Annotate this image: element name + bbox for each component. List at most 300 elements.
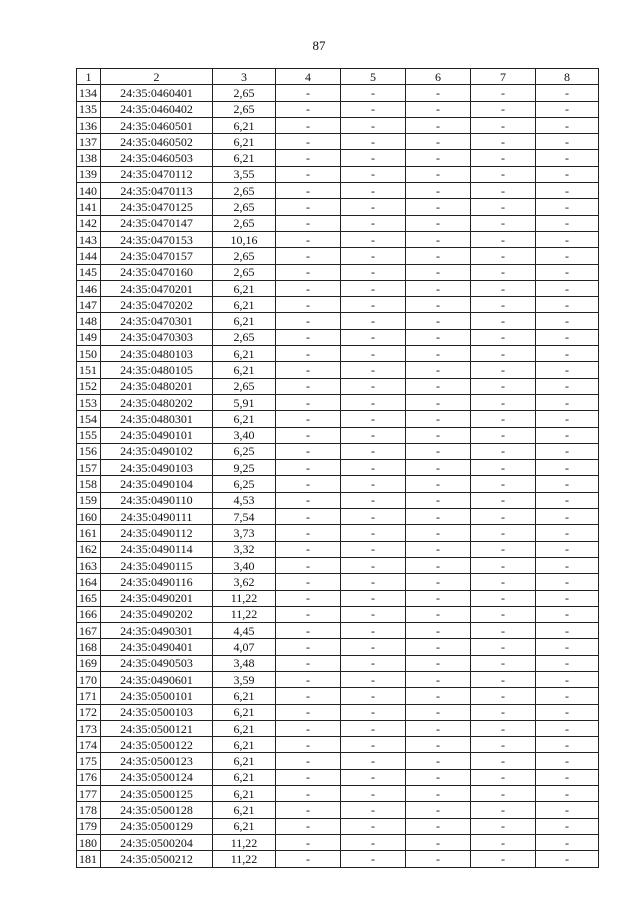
table-cell: -: [341, 590, 406, 606]
table-cell: -: [471, 280, 536, 296]
table-cell: -: [536, 248, 599, 264]
column-header: 6: [406, 69, 471, 85]
table-row: [77, 606, 599, 622]
table-cell: -: [276, 476, 341, 492]
table-row: [77, 231, 599, 247]
table-row: [77, 85, 599, 101]
table-cell: 155: [77, 427, 101, 443]
table-cell: -: [536, 280, 599, 296]
table-cell: -: [406, 720, 471, 736]
table-cell: 171: [77, 688, 101, 704]
table-cell: -: [276, 427, 341, 443]
table-cell: 3,40: [213, 427, 276, 443]
table-row: [77, 541, 599, 557]
table-cell: 24:35:0500212: [101, 851, 213, 867]
table-row: [77, 623, 599, 639]
table-cell: -: [406, 525, 471, 541]
table-cell: 153: [77, 394, 101, 410]
table-cell: -: [471, 101, 536, 117]
table-cell: -: [341, 313, 406, 329]
table-cell: -: [341, 346, 406, 362]
table-cell: 3,40: [213, 557, 276, 573]
table-cell: 24:35:0490503: [101, 655, 213, 671]
table-cell: -: [471, 818, 536, 834]
table-cell: -: [471, 117, 536, 133]
table-cell: 9,25: [213, 460, 276, 476]
table-cell: 10,16: [213, 231, 276, 247]
table-cell: 156: [77, 443, 101, 459]
table-cell: -: [536, 704, 599, 720]
table-cell: 11,22: [213, 851, 276, 867]
table-cell: 24:35:0500123: [101, 753, 213, 769]
table-cell: -: [406, 394, 471, 410]
table-cell: -: [276, 590, 341, 606]
data-table: [76, 68, 599, 868]
table-cell: -: [341, 394, 406, 410]
table-row: [77, 704, 599, 720]
table-cell: -: [406, 313, 471, 329]
table-cell: -: [536, 802, 599, 818]
table-cell: -: [536, 492, 599, 508]
table-row: [77, 297, 599, 313]
table-cell: 134: [77, 85, 101, 101]
table-cell: -: [341, 769, 406, 785]
table-cell: 24:35:0480301: [101, 411, 213, 427]
table-cell: -: [406, 671, 471, 687]
table-cell: -: [536, 476, 599, 492]
table-cell: -: [276, 362, 341, 378]
table-cell: 24:35:0460502: [101, 134, 213, 150]
table-cell: -: [406, 606, 471, 622]
table-cell: 24:35:0470147: [101, 215, 213, 231]
table-cell: 24:35:0490601: [101, 671, 213, 687]
table-cell: -: [341, 117, 406, 133]
table-cell: -: [276, 492, 341, 508]
table-cell: 24:35:0460503: [101, 150, 213, 166]
column-header: 4: [276, 69, 341, 85]
table-row: [77, 215, 599, 231]
table-cell: 174: [77, 737, 101, 753]
table-cell: -: [536, 688, 599, 704]
table-cell: -: [341, 280, 406, 296]
table-cell: 24:35:0490202: [101, 606, 213, 622]
table-cell: -: [471, 509, 536, 525]
table-cell: 173: [77, 720, 101, 736]
table-cell: 4,07: [213, 639, 276, 655]
table-cell: -: [276, 313, 341, 329]
table-cell: 177: [77, 786, 101, 802]
table-cell: -: [406, 590, 471, 606]
table-cell: 169: [77, 655, 101, 671]
table-row: [77, 786, 599, 802]
table-cell: -: [406, 411, 471, 427]
table-cell: -: [471, 443, 536, 459]
table-cell: 166: [77, 606, 101, 622]
table-cell: 24:35:0490101: [101, 427, 213, 443]
table-cell: -: [341, 460, 406, 476]
table-cell: -: [341, 574, 406, 590]
table-cell: -: [341, 851, 406, 867]
table-cell: -: [276, 818, 341, 834]
table-cell: 3,62: [213, 574, 276, 590]
table-cell: -: [471, 231, 536, 247]
table-cell: -: [406, 427, 471, 443]
table-cell: 24:35:0500122: [101, 737, 213, 753]
table-cell: -: [471, 85, 536, 101]
table-cell: -: [471, 606, 536, 622]
table-cell: -: [536, 671, 599, 687]
table-cell: 24:35:0470112: [101, 166, 213, 182]
table-cell: 24:35:0490201: [101, 590, 213, 606]
table-cell: -: [536, 623, 599, 639]
table-cell: 154: [77, 411, 101, 427]
table-cell: -: [276, 786, 341, 802]
table-row: [77, 492, 599, 508]
table-cell: 168: [77, 639, 101, 655]
table-cell: -: [471, 541, 536, 557]
table-cell: -: [341, 688, 406, 704]
table-cell: -: [276, 85, 341, 101]
table-cell: -: [471, 834, 536, 850]
table-cell: -: [406, 818, 471, 834]
table-cell: 3,55: [213, 166, 276, 182]
table-cell: -: [341, 150, 406, 166]
table-cell: 159: [77, 492, 101, 508]
table-cell: 24:35:0460501: [101, 117, 213, 133]
table-cell: -: [536, 313, 599, 329]
table-cell: 135: [77, 101, 101, 117]
table-cell: 6,21: [213, 362, 276, 378]
table-cell: -: [406, 362, 471, 378]
table-cell: -: [276, 378, 341, 394]
table-cell: -: [471, 460, 536, 476]
table-cell: 24:35:0490116: [101, 574, 213, 590]
table-row: [77, 264, 599, 280]
table-cell: -: [406, 297, 471, 313]
table-cell: -: [536, 574, 599, 590]
table-cell: -: [471, 769, 536, 785]
table-cell: -: [276, 753, 341, 769]
table-cell: 24:35:0480105: [101, 362, 213, 378]
table-cell: -: [276, 394, 341, 410]
table-row: [77, 394, 599, 410]
table-cell: -: [341, 297, 406, 313]
table-cell: -: [471, 183, 536, 199]
table-cell: -: [536, 851, 599, 867]
table-cell: 179: [77, 818, 101, 834]
table-cell: -: [406, 183, 471, 199]
table-cell: 6,21: [213, 134, 276, 150]
table-cell: -: [341, 215, 406, 231]
table-header-row: [77, 69, 599, 85]
table-cell: 167: [77, 623, 101, 639]
table-cell: -: [276, 166, 341, 182]
table-cell: -: [276, 134, 341, 150]
table-cell: 24:35:0470301: [101, 313, 213, 329]
table-cell: -: [406, 460, 471, 476]
table-cell: -: [536, 166, 599, 182]
table-cell: -: [341, 329, 406, 345]
table-cell: -: [276, 460, 341, 476]
table-cell: 137: [77, 134, 101, 150]
table-cell: -: [536, 606, 599, 622]
table-cell: -: [536, 101, 599, 117]
table-cell: 158: [77, 476, 101, 492]
table-row: [77, 574, 599, 590]
table-cell: -: [406, 655, 471, 671]
table-cell: 6,21: [213, 313, 276, 329]
table-cell: -: [341, 264, 406, 280]
table-cell: 24:35:0490104: [101, 476, 213, 492]
table-cell: -: [406, 574, 471, 590]
table-row: [77, 460, 599, 476]
table-row: [77, 117, 599, 133]
table-cell: 6,21: [213, 737, 276, 753]
table-cell: -: [406, 346, 471, 362]
table-cell: 172: [77, 704, 101, 720]
table-cell: -: [406, 117, 471, 133]
table-cell: -: [341, 231, 406, 247]
table-cell: 24:35:0500103: [101, 704, 213, 720]
table-cell: -: [536, 818, 599, 834]
table-cell: -: [536, 460, 599, 476]
table-cell: -: [341, 248, 406, 264]
table-cell: -: [341, 101, 406, 117]
table-row: [77, 150, 599, 166]
table-cell: -: [341, 557, 406, 573]
table-cell: 164: [77, 574, 101, 590]
table-cell: -: [341, 443, 406, 459]
table-cell: -: [471, 150, 536, 166]
table-cell: -: [536, 378, 599, 394]
table-cell: -: [471, 704, 536, 720]
table-cell: 178: [77, 802, 101, 818]
table-cell: 6,21: [213, 769, 276, 785]
table-cell: -: [536, 297, 599, 313]
table-cell: -: [341, 818, 406, 834]
table-cell: -: [406, 541, 471, 557]
table-cell: -: [341, 655, 406, 671]
table-cell: 24:35:0480202: [101, 394, 213, 410]
table-cell: -: [536, 329, 599, 345]
table-cell: -: [471, 427, 536, 443]
table-cell: 24:35:0500101: [101, 688, 213, 704]
table-cell: 4,45: [213, 623, 276, 639]
table-row: [77, 525, 599, 541]
table-cell: -: [276, 704, 341, 720]
table-cell: 24:35:0470202: [101, 297, 213, 313]
table-row: [77, 443, 599, 459]
table-cell: -: [471, 671, 536, 687]
table-cell: -: [406, 557, 471, 573]
table-cell: -: [341, 639, 406, 655]
table-cell: -: [406, 264, 471, 280]
table-cell: 2,65: [213, 264, 276, 280]
table-cell: -: [406, 834, 471, 850]
table-cell: -: [276, 541, 341, 557]
table-cell: 6,21: [213, 802, 276, 818]
table-cell: 162: [77, 541, 101, 557]
table-cell: 147: [77, 297, 101, 313]
table-row: [77, 346, 599, 362]
table-row: [77, 671, 599, 687]
table-cell: -: [471, 525, 536, 541]
table-row: [77, 427, 599, 443]
table-cell: -: [536, 509, 599, 525]
table-cell: -: [471, 574, 536, 590]
table-cell: -: [276, 280, 341, 296]
table-cell: -: [341, 411, 406, 427]
table-cell: -: [276, 688, 341, 704]
table-cell: -: [276, 851, 341, 867]
table-cell: 24:35:0490112: [101, 525, 213, 541]
table-cell: 2,65: [213, 101, 276, 117]
table-row: [77, 362, 599, 378]
table-cell: 6,21: [213, 297, 276, 313]
table-row: [77, 313, 599, 329]
table-cell: -: [536, 639, 599, 655]
table-cell: -: [471, 362, 536, 378]
table-cell: -: [471, 346, 536, 362]
table-cell: -: [276, 215, 341, 231]
table-cell: 2,65: [213, 183, 276, 199]
table-cell: -: [471, 248, 536, 264]
table-row: [77, 134, 599, 150]
table-cell: 24:35:0490110: [101, 492, 213, 508]
table-cell: -: [471, 378, 536, 394]
table-cell: -: [471, 411, 536, 427]
table-cell: 24:35:0490401: [101, 639, 213, 655]
table-cell: -: [471, 557, 536, 573]
table-cell: 2,65: [213, 248, 276, 264]
table-cell: 6,21: [213, 346, 276, 362]
table-cell: -: [406, 851, 471, 867]
table-cell: 24:35:0470157: [101, 248, 213, 264]
table-cell: -: [341, 378, 406, 394]
table-cell: -: [536, 769, 599, 785]
table-cell: -: [341, 802, 406, 818]
table-cell: 24:35:0480201: [101, 378, 213, 394]
column-header: 8: [536, 69, 599, 85]
table-cell: 24:35:0500121: [101, 720, 213, 736]
table-cell: -: [276, 117, 341, 133]
table-cell: -: [341, 199, 406, 215]
table-cell: -: [341, 427, 406, 443]
table-cell: 143: [77, 231, 101, 247]
table-cell: 24:35:0470160: [101, 264, 213, 280]
table-cell: 3,48: [213, 655, 276, 671]
table-cell: -: [276, 525, 341, 541]
table-cell: -: [406, 476, 471, 492]
table-cell: -: [406, 492, 471, 508]
table-row: [77, 720, 599, 736]
table-cell: -: [471, 264, 536, 280]
table-cell: 145: [77, 264, 101, 280]
table-cell: -: [406, 786, 471, 802]
table-cell: -: [406, 737, 471, 753]
table-cell: -: [341, 525, 406, 541]
table-cell: -: [406, 753, 471, 769]
table-cell: -: [536, 346, 599, 362]
table-cell: -: [471, 802, 536, 818]
table-cell: 11,22: [213, 606, 276, 622]
table-cell: -: [471, 134, 536, 150]
table-cell: -: [276, 183, 341, 199]
table-cell: 146: [77, 280, 101, 296]
table-cell: -: [341, 134, 406, 150]
table-cell: -: [341, 623, 406, 639]
table-cell: 180: [77, 834, 101, 850]
table-cell: 2,65: [213, 329, 276, 345]
table-cell: -: [406, 101, 471, 117]
table-cell: -: [276, 655, 341, 671]
table-cell: 6,21: [213, 280, 276, 296]
table-row: [77, 737, 599, 753]
table-row: [77, 166, 599, 182]
table-cell: 138: [77, 150, 101, 166]
table-cell: -: [471, 199, 536, 215]
table-cell: 7,54: [213, 509, 276, 525]
table-cell: -: [406, 623, 471, 639]
table-cell: 160: [77, 509, 101, 525]
table-cell: -: [276, 346, 341, 362]
table-cell: -: [536, 557, 599, 573]
table-row: [77, 101, 599, 117]
table-cell: -: [406, 134, 471, 150]
table-cell: 2,65: [213, 85, 276, 101]
table-cell: 24:35:0470201: [101, 280, 213, 296]
table-cell: -: [341, 166, 406, 182]
table-cell: 176: [77, 769, 101, 785]
table-cell: -: [406, 443, 471, 459]
table-cell: 24:35:0500129: [101, 818, 213, 834]
table-cell: -: [406, 150, 471, 166]
table-cell: -: [341, 183, 406, 199]
table-cell: 24:35:0500124: [101, 769, 213, 785]
table-cell: -: [406, 802, 471, 818]
column-header: 5: [341, 69, 406, 85]
table-cell: -: [341, 671, 406, 687]
table-row: [77, 818, 599, 834]
table-cell: 24:35:0460401: [101, 85, 213, 101]
table-cell: 6,21: [213, 704, 276, 720]
table-cell: 6,21: [213, 720, 276, 736]
table-cell: 24:35:0470113: [101, 183, 213, 199]
table-cell: -: [276, 802, 341, 818]
table-cell: -: [536, 199, 599, 215]
table-row: [77, 280, 599, 296]
table-cell: 3,73: [213, 525, 276, 541]
table-cell: -: [341, 737, 406, 753]
table-cell: -: [276, 834, 341, 850]
table-cell: -: [341, 720, 406, 736]
table-row: [77, 509, 599, 525]
table-cell: -: [536, 394, 599, 410]
table-cell: -: [536, 720, 599, 736]
table-cell: -: [471, 851, 536, 867]
table-cell: 6,25: [213, 443, 276, 459]
table-cell: -: [406, 166, 471, 182]
table-cell: 148: [77, 313, 101, 329]
table-cell: -: [341, 509, 406, 525]
table-cell: 157: [77, 460, 101, 476]
table-cell: -: [536, 134, 599, 150]
table-cell: 6,21: [213, 150, 276, 166]
table-cell: -: [276, 329, 341, 345]
table-cell: 139: [77, 166, 101, 182]
table-cell: -: [406, 769, 471, 785]
table-cell: -: [471, 215, 536, 231]
